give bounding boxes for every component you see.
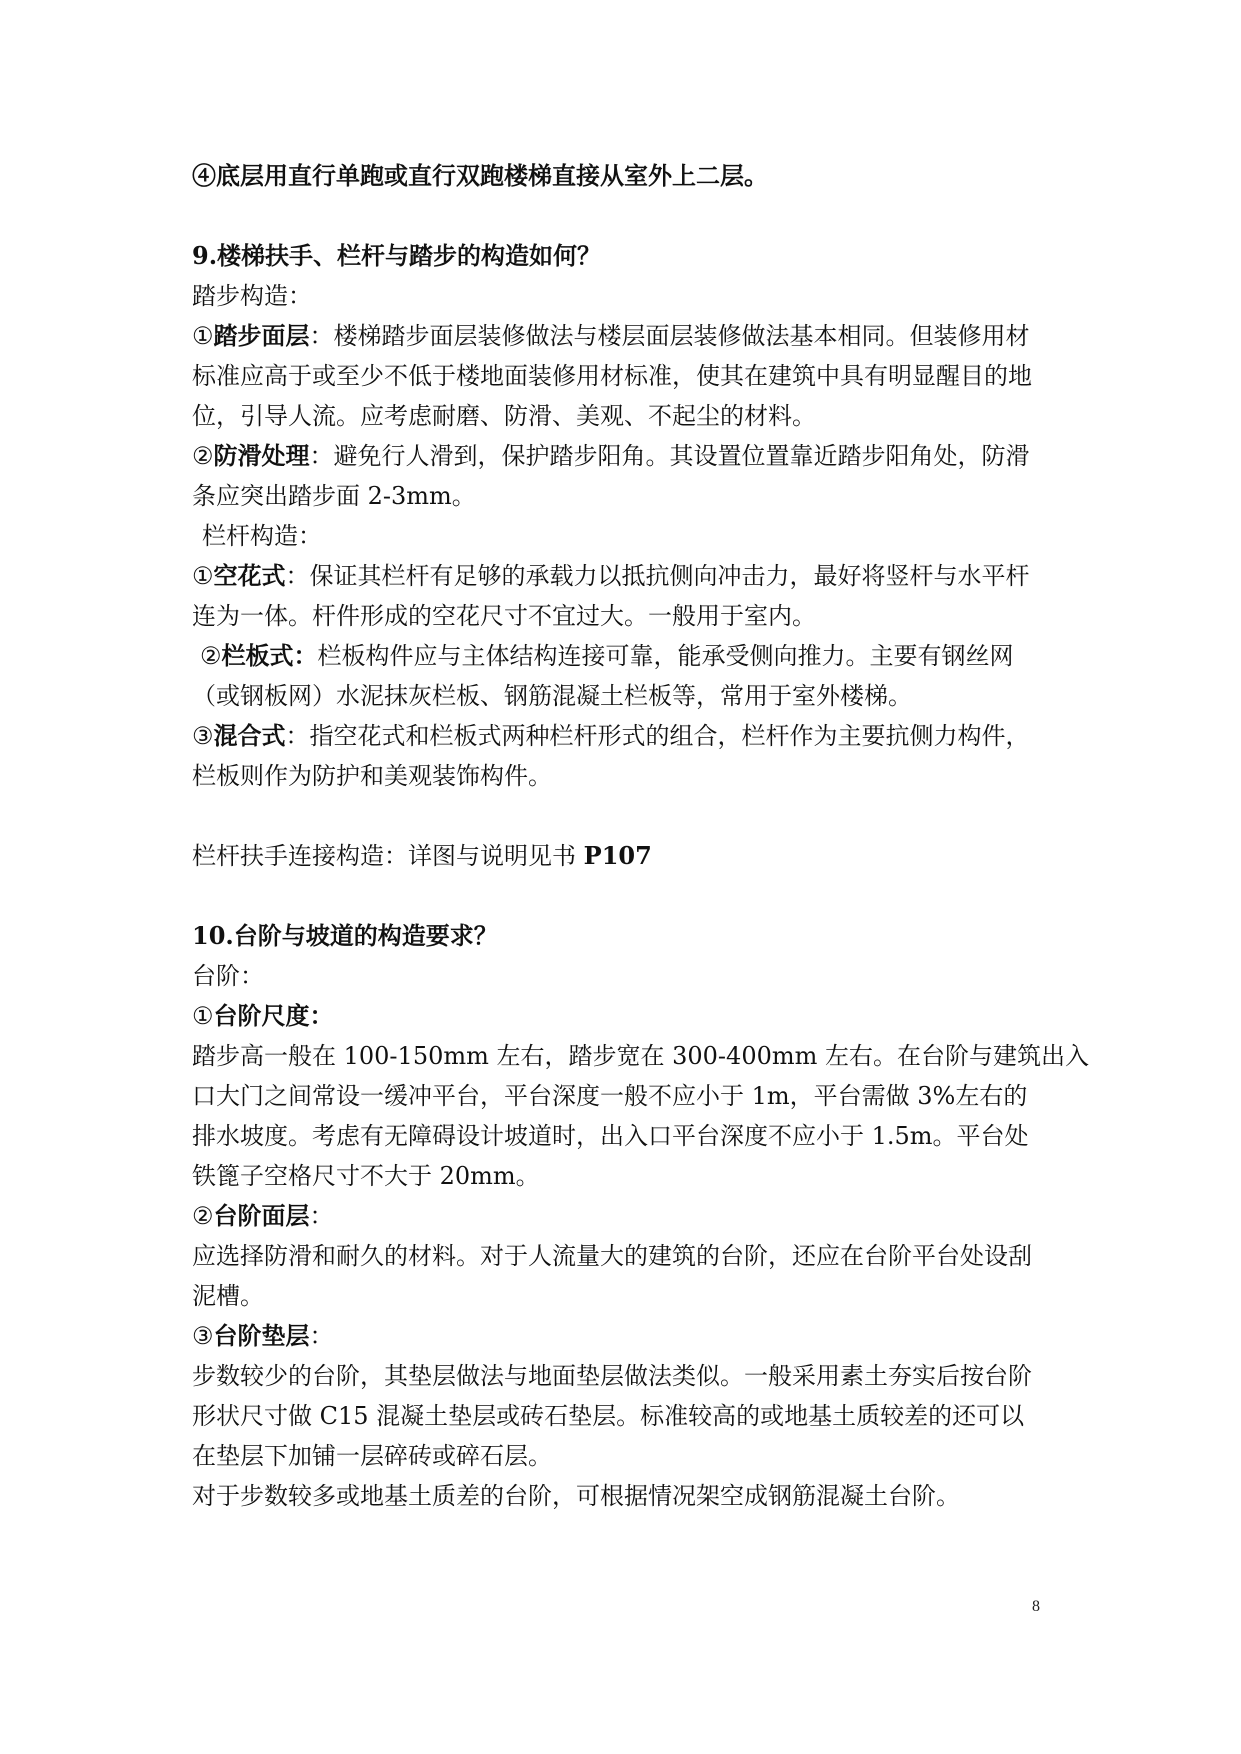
- paragraph-line: 排水坡度。考虑有无障碍设计坡道时，出入口平台深度不应小于 1.5m。平台处: [192, 1122, 1029, 1150]
- item-open-pattern: [192, 556, 1052, 596]
- paragraph-line: 泥槽。: [192, 1282, 264, 1310]
- paragraph-line: 对于步数较多或地基土质差的台阶，可根据情况架空成钢筋混凝土台阶。: [192, 1482, 960, 1510]
- paragraph-line: 标准应高于或至少不低于楼地面装修用材标准，使其在建筑中具有明显醒目的地: [192, 362, 1032, 390]
- spacer: [192, 876, 1052, 916]
- item-step-dimensions: [192, 996, 1052, 1036]
- paragraph-line: 连为一体。杆件形成的空花尺寸不宜过大。一般用于室内。: [192, 602, 816, 630]
- item-number: ②: [192, 442, 214, 470]
- item-title: 踏步面层: [213, 321, 310, 350]
- item-panel-type: [192, 636, 1052, 676]
- spacer: [192, 196, 1052, 236]
- item-title: 混合式: [213, 721, 286, 750]
- page-content: [192, 156, 1089, 1516]
- subheading-steps: 台阶：: [192, 962, 264, 990]
- item-tread-surface: [192, 316, 1052, 356]
- spacer: [192, 796, 1052, 836]
- paragraph-line: 踏步高一般在 100-150mm 左右，踏步宽在 300-400mm 左右。在台阶与建筑出入: [192, 1042, 1089, 1070]
- item-number: ③: [192, 1322, 214, 1350]
- paragraph-line: 步数较少的台阶，其垫层做法与地面垫层做法类似。一般采用素土夯实后按台阶: [192, 1362, 1032, 1390]
- item-text: ：: [309, 1322, 334, 1350]
- paragraph-line: ④底层用直行单跑或直行双跑楼梯直接从室外上二层。: [192, 161, 768, 190]
- item-title: 空花式: [213, 561, 286, 590]
- railing-connection-note: [192, 836, 1052, 876]
- item-title: 台阶垫层: [213, 1321, 310, 1350]
- item-number: ①: [192, 562, 214, 590]
- item-text: ：保证其栏杆有足够的承载力以抵抗侧向冲击力，最好将竖杆与水平杆: [285, 562, 1030, 590]
- item-text: ：指空花式和栏板式两种栏杆形式的组合，栏杆作为主要抗侧力构件，: [285, 722, 1030, 750]
- item-title: 防滑处理: [213, 441, 310, 470]
- page-reference: P107: [583, 841, 652, 870]
- paragraph-line: 位，引导人流。应考虑耐磨、防滑、美观、不起尘的材料。: [192, 402, 816, 430]
- section-heading-10: 10.台阶与坡道的构造要求？: [192, 921, 498, 950]
- paragraph-line: 应选择防滑和耐久的材料。对于人流量大的建筑的台阶，还应在台阶平台处设刮: [192, 1242, 1032, 1270]
- item-number: ②: [200, 642, 222, 670]
- item-anti-slip: [192, 436, 1052, 476]
- item-number: ③: [192, 722, 214, 750]
- item-text: ：楼梯踏步面层装修做法与楼层面层装修做法基本相同。但装修用材: [309, 322, 1030, 350]
- item-text: ：: [309, 1202, 334, 1230]
- item-title: 栏板式：: [221, 641, 318, 670]
- item-number: ②: [192, 1202, 214, 1230]
- paragraph-line: 条应突出踏步面 2-3mm。: [192, 482, 476, 510]
- paragraph-line: 口大门之间常设一缓冲平台，平台深度一般不应小于 1m，平台需做 3%左右的: [192, 1082, 1028, 1110]
- note-text: 栏杆扶手连接构造：详图与说明见书: [192, 842, 584, 870]
- subheading-tread: 踏步构造：: [192, 282, 312, 310]
- paragraph-line: 在垫层下加铺一层碎砖或碎石层。: [192, 1442, 552, 1470]
- paragraph-line: 栏板则作为防护和美观装饰构件。: [192, 762, 552, 790]
- paragraph-line: （或钢板网）水泥抹灰栏板、钢筋混凝土栏板等，常用于室外楼梯。: [192, 682, 912, 710]
- paragraph-line: 铁篦子空格尺寸不大于 20mm。: [192, 1162, 540, 1190]
- subheading-railing: 栏杆构造：: [202, 522, 322, 550]
- item-number: ①: [192, 322, 214, 350]
- item-step-base: [192, 1316, 1052, 1356]
- item-number: ①: [192, 1002, 214, 1030]
- item-text: 栏板构件应与主体结构连接可靠，能承受侧向推力。主要有钢丝网: [317, 642, 1014, 670]
- item-title: 台阶尺度：: [213, 1001, 334, 1030]
- section-heading-9: 9.楼梯扶手、栏杆与踏步的构造如何？: [192, 241, 602, 270]
- paragraph-line: 形状尺寸做 C15 混凝土垫层或砖石垫层。标准较高的或地基土质较差的还可以: [192, 1402, 1025, 1430]
- item-step-surface: [192, 1196, 1052, 1236]
- page-number: 8: [1032, 1598, 1040, 1615]
- item-title: 台阶面层: [213, 1201, 310, 1230]
- item-text: ：避免行人滑到，保护踏步阳角。其设置位置靠近踏步阳角处，防滑: [309, 442, 1030, 470]
- item-mixed-type: [192, 716, 1052, 756]
